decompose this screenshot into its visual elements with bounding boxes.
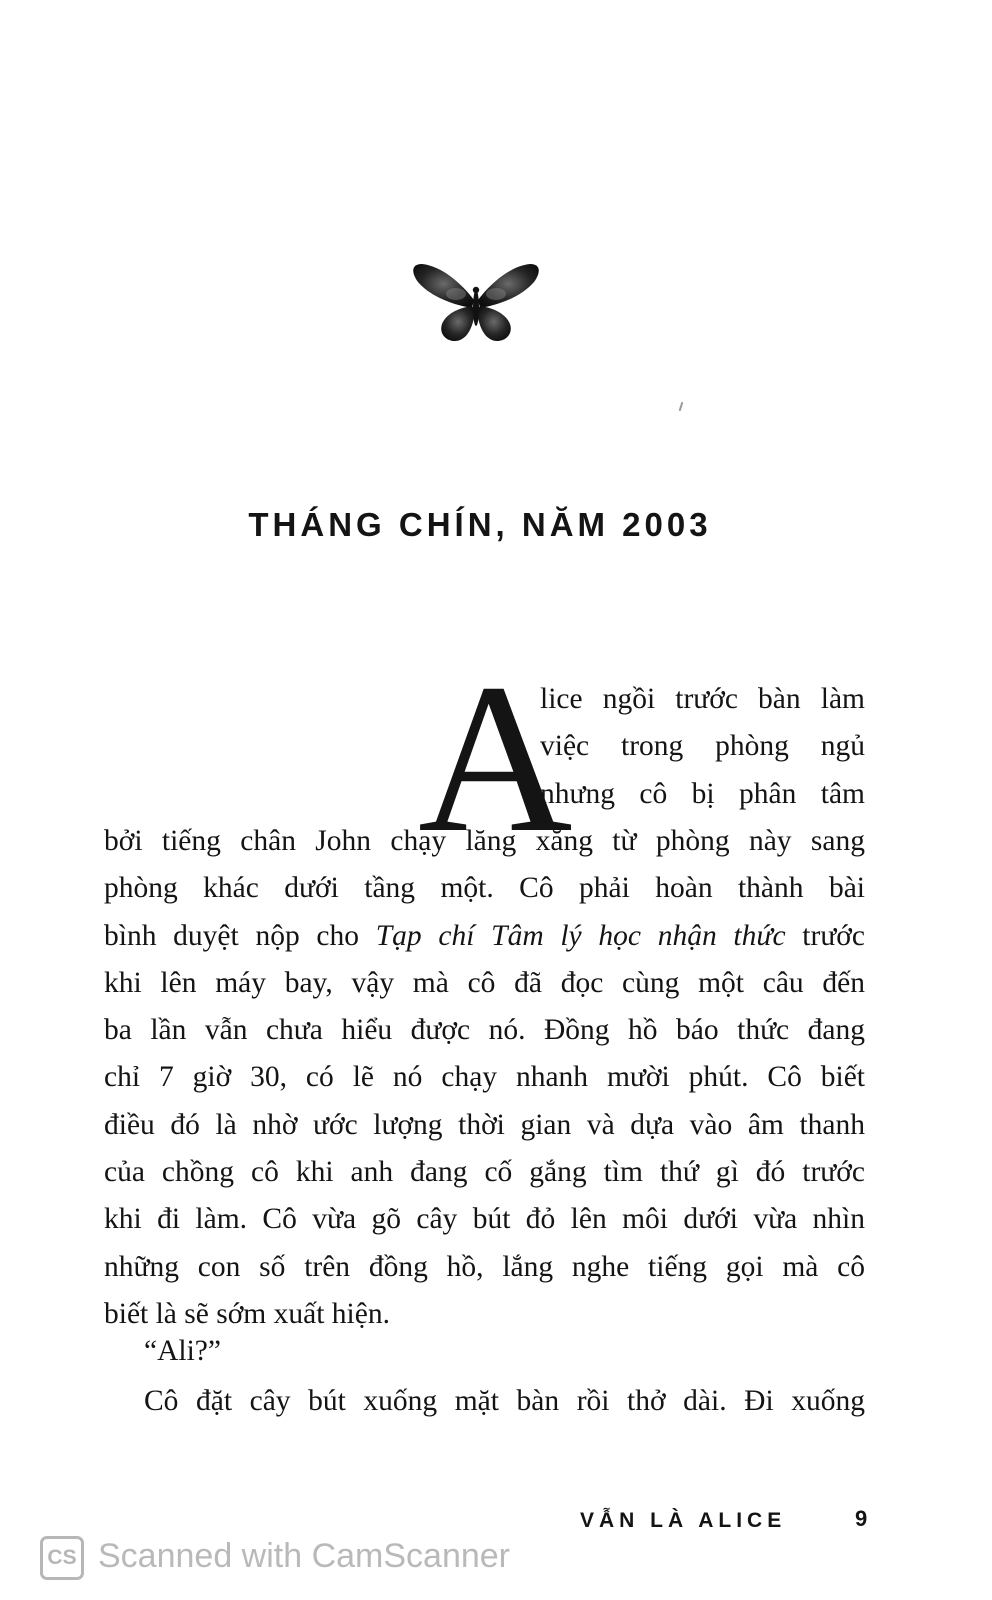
camscanner-logo-icon: CS	[40, 1536, 84, 1580]
text-line-with-italic	[104, 913, 865, 960]
text-run: bình duyệt nộp cho	[104, 919, 376, 952]
butterfly-icon	[412, 260, 540, 346]
text-line: nhưng cô bị phân tâm	[540, 777, 865, 810]
running-head: VẪN LÀ ALICE	[580, 1509, 787, 1532]
text-line: bởi tiếng chân John chạy lăng xăng từ phòng này sang	[104, 825, 865, 857]
text-line: của chồng cô khi anh đang cố gắng tìm thứ gì đó trước	[104, 1156, 865, 1189]
text-run: trước	[785, 919, 865, 952]
drop-cap: A	[418, 640, 573, 877]
drop-cap-lines	[540, 676, 865, 818]
chapter-title: THÁNG CHÍN, NĂM 2003	[248, 506, 712, 543]
text-line: việc trong phòng ngủ	[540, 730, 865, 763]
text-line: những con số trên đồng hồ, lắng nghe tiếng gọi mà cô	[104, 1250, 865, 1283]
text-line: biết là sẽ sớm xuất hiện.	[104, 1297, 390, 1330]
text-line: ba lần vẫn chưa hiểu được nó. Đồng hồ báo thức đang	[104, 1014, 865, 1047]
text-line: Cô đặt cây bút xuống mặt bàn rồi thở dài. Đi xuống	[144, 1385, 865, 1417]
text-line: điều đó là nhờ ước lượng thời gian và dựa vào âm thanh	[104, 1108, 865, 1141]
body-paragraph	[104, 818, 865, 1338]
text-line: chỉ 7 giờ 30, có lẽ nó chạy nhanh mười phút. Cô biết	[104, 1061, 865, 1094]
journal-title: Tạp chí Tâm lý học nhận thức	[375, 919, 786, 952]
scan-speck	[679, 402, 684, 411]
text-line: lice ngồi trước bàn làm	[540, 683, 865, 715]
text-line: khi đi làm. Cô vừa gõ cây bút đỏ lên môi dưới vừa nhìn	[104, 1203, 865, 1236]
text-line: phòng khác dưới tầng một. Cô phải hoàn thành bài	[104, 872, 865, 905]
dialogue-line: “Ali?”	[144, 1335, 221, 1367]
text-line: khi lên máy bay, vậy mà cô đã đọc cùng một câu đến	[104, 966, 865, 999]
scanner-watermark: Scanned with CamScanner	[98, 1537, 511, 1575]
page-number: 9	[855, 1506, 868, 1531]
